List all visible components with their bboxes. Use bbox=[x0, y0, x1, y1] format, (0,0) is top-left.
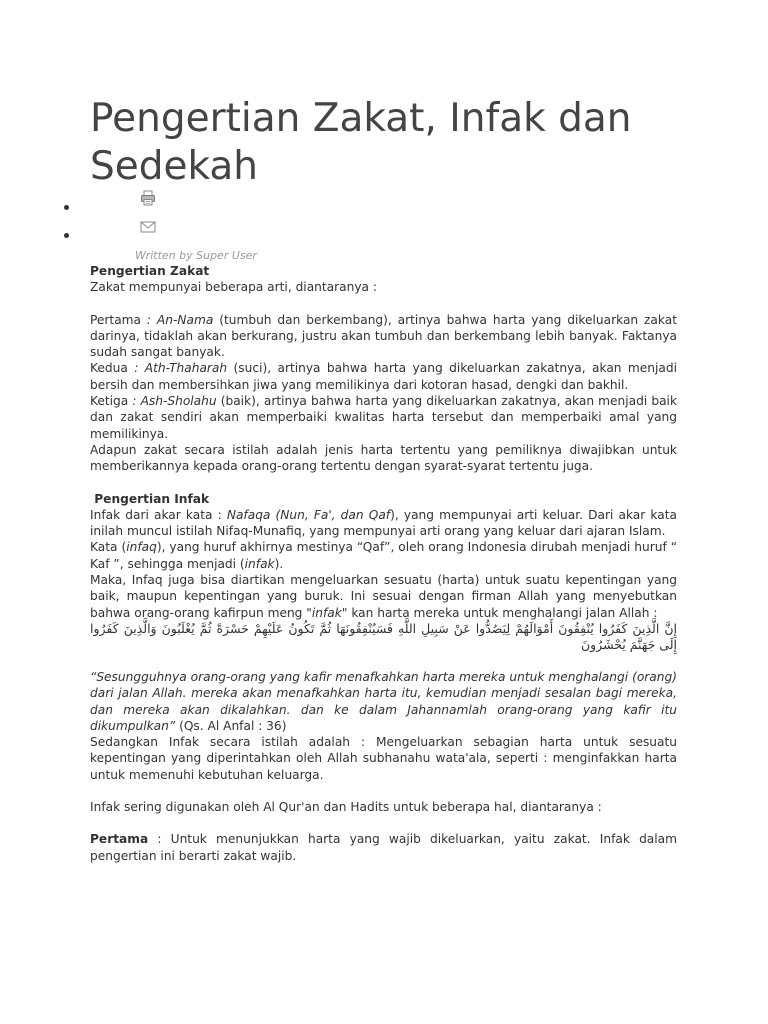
article-body bbox=[90, 263, 677, 864]
paragraph: Adapun zakat secara istilah adalah jenis harta tertentu yang pemiliknya diwajibkan untuk memberikannya kepada orang-orang tertentu dengan syarat-syarat tertentu juga. bbox=[90, 442, 677, 474]
article-byline: Written by Super User bbox=[135, 249, 257, 262]
print-icon[interactable] bbox=[140, 190, 156, 206]
quote-text: “Sesungguhnya orang-orang yang kafir menafkahkan harta mereka untuk menghalangi (orang) dari jalan Allah. mereka akan menafkahkan harta itu, kemudian menjadi sesalan bagi mereka, dan mereka akan dikalahkan. dan ke dalam Jahannamlah orang-orang yang kafir itu dikumpulkan” bbox=[90, 669, 677, 733]
paragraph: Kata (infaq), yang huruf akhirnya mestinya “Qaf”, oleh orang Indonesia dirubah menjadi huruf “ Kaf ”, sehingga menjadi (infak). bbox=[90, 540, 678, 571]
paragraph: Pertama : An-Nama (tumbuh dan berkembang), artinya bahwa harta yang dikeluarkan zakat darinya, tidaklah akan berkurang, justru akan tumbuh dan berkembang lebih banyak. Faktanya sudah sangat banyak. bbox=[90, 312, 677, 360]
bullet-dot bbox=[64, 205, 69, 210]
quote-reference: (Qs. Al Anfal : 36) bbox=[175, 718, 287, 733]
paragraph: Maka, Infaq juga bisa diartikan mengeluarkan sesuatu (harta) untuk suatu kepentingan yang baik, maupun kepentingan yang buruk. Ini sesuai dengan firman Allah yang menyebutkan bahwa orang-orang kafirpun meng "infak" kan harta mereka untuk menghalangi jalan Allah : bbox=[90, 573, 677, 620]
paragraph: Infak dari akar kata : Nafaqa (Nun, Fa', dan Qaf), yang mempunyai arti keluar. Dari akar kata inilah muncul istilah Nifaq-Munafiq, yang mempunyai arti orang yang keluar dari ajaran Islam. bbox=[90, 507, 677, 539]
paragraph: Infak sering digunakan oleh Al Qur'an dan Hadits untuk beberapa hal, diantaranya : bbox=[90, 800, 602, 815]
paragraph: Zakat mempunyai beberapa arti, diantaranya : bbox=[90, 280, 377, 295]
quote-paragraph bbox=[90, 669, 677, 734]
email-icon[interactable] bbox=[140, 219, 156, 233]
paragraph: Kedua : Ath-Thaharah (suci), artinya bahwa harta yang dikeluarkan zakatnya, akan menjadi bersih dan membersihkan jiwa yang memilikinya dari kotoran hasad, dengki dan bakhil. bbox=[90, 361, 677, 392]
page-title: Pengertian Zakat, Infak dan Sedekah bbox=[90, 96, 632, 189]
section-heading-zakat: Pengertian Zakat bbox=[90, 264, 210, 278]
paragraph: Pertama : Untuk menunjukkan harta yang wajib dikeluarkan, yaitu zakat. Infak dalam pengertian ini berarti zakat wajib. bbox=[90, 832, 677, 863]
arabic-verse: إِنَّ الَّذِينَ كَفَرُوا يُنْفِقُونَ أَمْوَالَهُمْ لِيَصُدُّوا عَنْ سَبِيلِ اللَّهِ فَسَيُنْفِقُونَهَا ثُمَّ تَكُونُ عَلَيْهِمْ حَسْرَةً ثُمَّ يُغْلَبُونَ وَالَّذِينَ كَفَرُوا إِلَى جَهَنَّمَ يُحْشَرُونَ bbox=[90, 620, 677, 652]
paragraph: Ketiga : Ash-Sholahu (baik), artinya bahwa harta yang dikeluarkan zakatnya, akan menjadi baik dan zakat sendiri akan memperbaiki kwalitas harta tersebut dan memperbaiki amal yang memilikinya. bbox=[90, 394, 677, 441]
section-heading-infak: Pengertian Infak bbox=[90, 491, 210, 506]
paragraph: Sedangkan Infak secara istilah adalah : Mengeluarkan sebagian harta untuk sesuatu kepentingan yang diperintahkan oleh Allah subhanahu wata'ala, seperti : menginfakkan harta untuk memenuhi kebutuhan keluarga. bbox=[90, 735, 677, 782]
bullet-dot bbox=[64, 233, 69, 238]
